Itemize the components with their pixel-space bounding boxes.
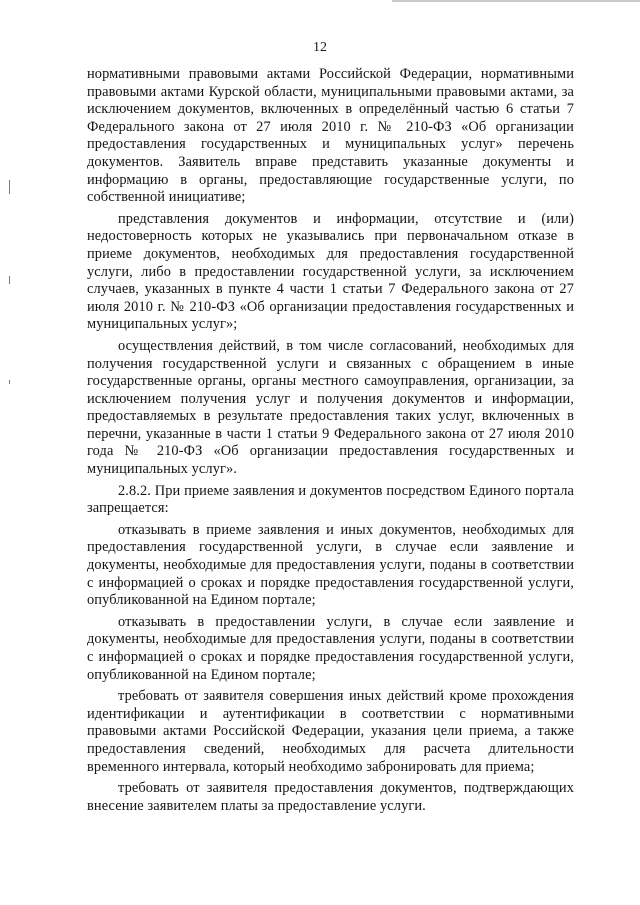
paragraph: осуществления действий, в том числе согласований, необходимых для получения государственной услуги и связанных с обращением в иные государственные органы, органы местного самоуправления, организации, за исключением получения услуг и получения документов и информации, предоставляемых в результате предоставления таких услуг, включенных в перечни, указанные в части 1 статьи 9 Федерального закона от 27 июля 2010 года № 210-ФЗ «Об организации предоставления государственных и муниципальных услуг». xyxy=(87,337,574,478)
scan-margin-mark xyxy=(9,380,10,384)
paragraph: требовать от заявителя предоставления документов, подтверждающих внесение заявителем платы за предоставление услуги. xyxy=(87,780,574,814)
scan-edge-line xyxy=(392,0,640,2)
paragraph: требовать от заявителя совершения иных действий кроме прохождения идентификации и аутентификации в соответствии с нормативными правовыми актами Российской Федерации, указания цели приема, а также предоставления сведений, необходимых для расчета длительности временного интервала, который необходимо забронировать для приема; xyxy=(87,688,574,775)
paragraph: представления документов и информации, отсутствие и (или) недостоверность которых не указывались при первоначальном отказе в приеме документов, необходимых для предоставления государственной услуги, либо в предоставлении государственной услуги, за исключением случаев, указанных в пункте 4 части 1 статьи 7 Федерального закона от 27 июля 2010 г. № 210-ФЗ «Об организации предоставления государственных и муниципальных услуг»; xyxy=(87,210,574,333)
paragraph: отказывать в предоставлении услуги, в случае если заявление и документы, необходимые для предоставления услуги, поданы в соответствии с информацией о сроках и порядке предоставления государственной услуги, опубликованной на Едином портале; xyxy=(87,613,574,683)
paragraph-continuation: нормативными правовыми актами Российской Федерации, нормативными правовыми актами Курской области, муниципальными правовыми актами, за исключением документов, включенных в определённый частью 6 статьи 7 Федерального закона от 27 июля 2010 г. № 210-ФЗ «Об организации предоставления государственных и муниципальных услуг» перечень документов. Заявитель вправе представить указанные документы и информацию в органы, предоставляющие государственные услуги, по собственной инициативе; xyxy=(87,66,574,206)
document-body xyxy=(87,66,574,815)
scan-margin-mark xyxy=(9,276,10,284)
scan-margin-mark xyxy=(9,180,10,194)
paragraph: отказывать в приеме заявления и иных документов, необходимых для предоставления государственной услуги, в случае если заявление и документы, необходимые для предоставления услуги, поданы в соответствии с информацией о сроках и порядке предоставления государственной услуги, опубликованной на Едином портале; xyxy=(87,521,574,609)
page-number: 12 xyxy=(313,40,327,55)
section-heading-2-8-2: 2.8.2. При приеме заявления и документов посредством Единого портала запрещается: xyxy=(87,482,574,517)
